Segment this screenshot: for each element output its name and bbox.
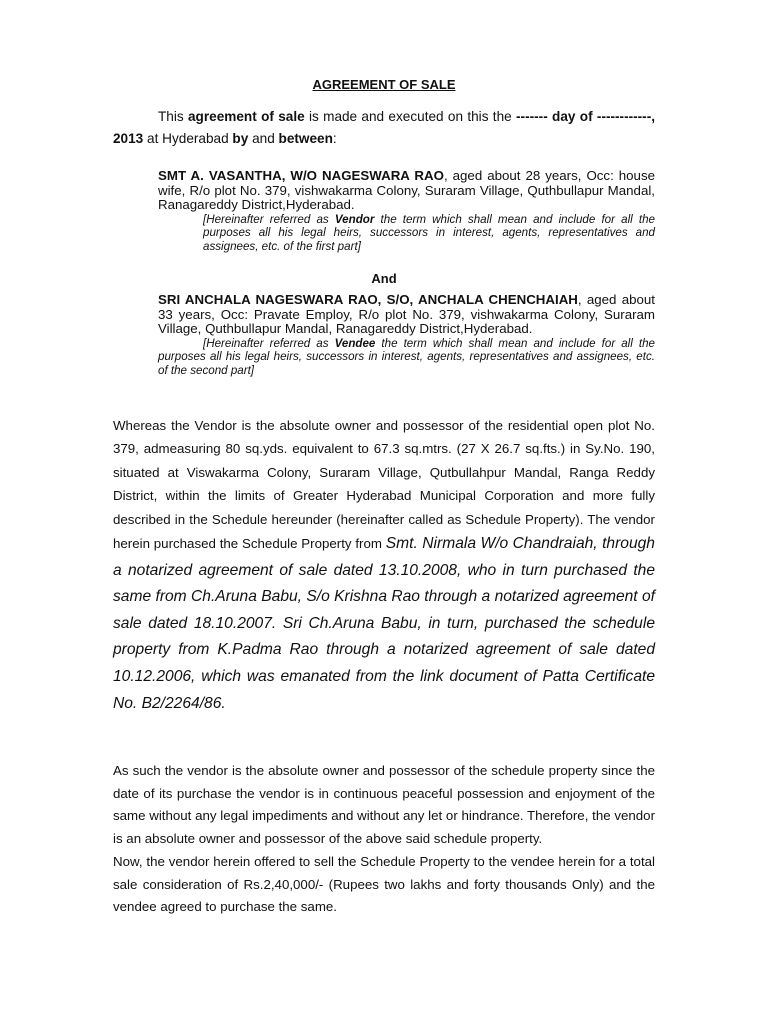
- vendee-block: [158, 293, 655, 377]
- intro-text-5: :: [332, 131, 337, 146]
- intro-text-1: This: [158, 109, 188, 124]
- vendor-details-text: , aged about 28 years, Occ: house wife, R/o plot No. 379, vishwakarma Colony, Suraram Village, Quthbullapur Mandal, Ranagareddy District,Hyderabad.: [158, 168, 655, 212]
- whereas-text: Whereas the Vendor is the absolute owner and possessor of the residential open plot No. 379, admeasuring 80 sq.yds. equivalent to 67.3 sq.mtrs. (27 X 26.7 sq.fts.) in Sy.No. 190, situated at Viswakarma Colony, Suraram Village, Qutbullahpur Mandal, Ranga Reddy District, within the limits of Greater Hyderabad Municipal Corporation and more fully described in the Schedule hereunder (hereinafter called as Schedule Property). The vendor herein purchased the Schedule Property from: [113, 418, 655, 552]
- vendor-name: SMT A. VASANTHA, W/O NAGESWARA RAO: [158, 168, 444, 183]
- as-such-paragraph: As such the vendor is the absolute owner and possessor of the schedule property since the date of its purchase the vendor is in continuous peaceful possession and enjoyment of the same without any legal impediments and without any let or hindrance. Therefore, the vendor is an absolute owner and possessor of the above said schedule property.: [113, 763, 655, 847]
- intro-by: by: [232, 131, 249, 146]
- intro-between: between: [278, 131, 333, 146]
- vendee-note-post: the term which shall mean and include for all the purposes all his legal heirs, successors in interest, agents, representatives and assignees, etc. of the second part]: [158, 336, 655, 377]
- vendee-name: SRI ANCHALA NAGESWARA RAO, S/O, ANCHALA CHENCHAIAH: [158, 292, 578, 307]
- vendee-details: [158, 293, 655, 337]
- and-separator: And: [371, 271, 397, 286]
- intro-text-3: at Hyderabad: [143, 131, 233, 146]
- sale-offer-paragraph: Now, the vendor herein offered to sell the Schedule Property to the vendee herein for a total sale consideration of Rs.2,40,000/- (Rupees two lakhs and forty thousands Only) and the vendee agreed to purchase the same.: [113, 853, 655, 915]
- vendee-details-text: , aged about 33 years, Occ: Pravate Employ, R/o plot No. 379, vishwakarma Colony, Suraram Village, Quthbullapur Mandal, Ranagareddy District,Hyderabad.: [158, 292, 655, 336]
- whereas-provenance-text: Smt. Nirmala W/o Chandraiah, through a notarized agreement of sale dated 13.10.2008, who in turn purchased the same from Ch.Aruna Babu, S/o Krishna Rao through a notarized agreement of sale dated 18.10.2007. Sri Ch.Aruna Babu, in turn, purchased the schedule property from K.Padma Rao through a notarized agreement of sale dated 10.12.2006, which was emanated from the link document of Patta Certificate No. B2/2264/86.: [113, 535, 655, 712]
- intro-date-blank: ------- day of ------------, 2013: [113, 109, 656, 146]
- vendor-block: [158, 169, 655, 253]
- intro-text-4: and: [248, 131, 279, 146]
- vendee-note: [158, 337, 655, 378]
- vendor-role: Vendor: [334, 212, 375, 226]
- ownership-paragraphs: [113, 760, 655, 919]
- vendee-role: Vendee: [334, 336, 376, 350]
- vendor-note-post: the term which shall mean and include for all the purposes all his legal heirs, successors in interest, agents, representatives and assignees, etc. of the first part]: [203, 212, 656, 253]
- whereas-paragraph: [113, 414, 655, 717]
- vendor-note: [203, 213, 655, 254]
- vendor-note-pre: [Hereinafter referred as: [203, 212, 335, 226]
- intro-text-2: is made and executed on this the: [304, 109, 517, 124]
- vendee-note-pre: [Hereinafter referred as: [203, 336, 335, 350]
- document-title: AGREEMENT OF SALE: [312, 77, 456, 92]
- vendor-details: [158, 169, 655, 213]
- intro-agreement-term: agreement of sale: [188, 109, 305, 124]
- intro-paragraph: [113, 106, 655, 150]
